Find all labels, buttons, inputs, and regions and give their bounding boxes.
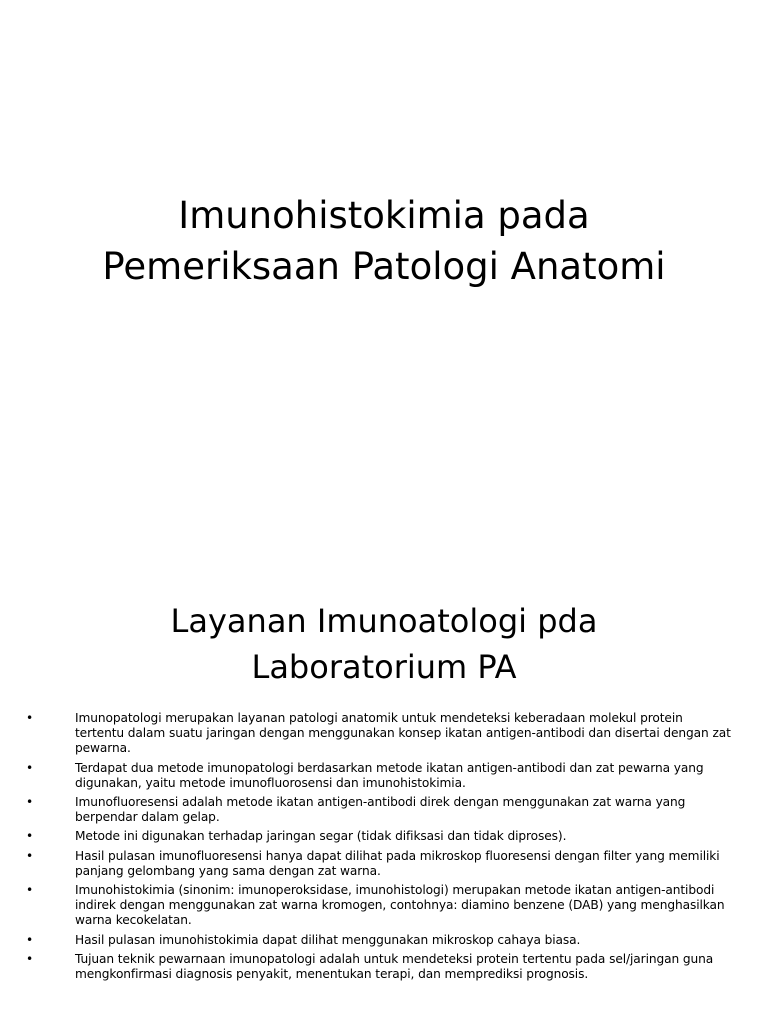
bullet-item [26, 952, 734, 982]
slide-1-title [40, 190, 728, 292]
bullet-item [26, 795, 734, 825]
slide-1-title-line-2: Pemeriksaan Patologi Anatomi [102, 245, 666, 288]
bullet-item [26, 933, 734, 948]
bullet-item [26, 829, 734, 844]
bullet-text: Imunofluoresensi adalah metode ikatan antigen-antibodi direk dengan menggunakan zat warna yang berpendar dalam gelap. [75, 795, 686, 825]
bullet-symbol: • [26, 795, 34, 810]
bullet-text: Terdapat dua metode imunopatologi berdasarkan metode ikatan antigen-antibodi dan zat pewarna yang digunakan, yaitu metode imunofluorosensi dan imunohistokimia. [75, 760, 704, 790]
slide-1-title-line-1: Imunohistokimia pada [178, 194, 590, 237]
bullet-text: Hasil pulasan imunohistokimia dapat dilihat menggunakan mikroskop cahaya biasa. [75, 932, 581, 947]
bullet-symbol: • [26, 848, 34, 863]
bullet-text: Tujuan teknik pewarnaan imunopatologi adalah untuk mendeteksi protein tertentu pada sel/jaringan guna mengkonfirmasi diagnosis penyakit, menentukan terapi, dan memprediksi prognosis. [75, 951, 714, 982]
bullet-text: Imunopatologi merupakan layanan patologi anatomik untuk mendeteksi keberadaan molekul protein tertentu dalam suatu jaringan dengan menggunakan konsep ikatan antigen-antibodi dan disertai dengan zat pewarna. [75, 711, 731, 756]
slide-2-title-line-1: Layanan Imunoatologi pda [170, 602, 598, 640]
bullet-symbol: • [26, 932, 34, 947]
bullet-item [26, 849, 734, 879]
bullet-item [26, 883, 734, 929]
bullet-item [26, 711, 734, 757]
bullet-symbol: • [26, 711, 34, 725]
slide-2-title [40, 598, 728, 690]
bullet-text: Imunohistokimia (sinonim: imunoperoksidase, imunohistologi) merupakan metode ikatan antigen-antibodi indirek dengan menggunakan zat warna kromogen, contohnya: diamino benzene (DAB) yang menghasilkan warna kecokelatan. [75, 883, 725, 928]
bullet-symbol: • [26, 760, 34, 775]
slide-2-title-line-2: Laboratorium PA [251, 648, 517, 686]
slide-content [0, 576, 768, 1024]
bullet-text: Metode ini digunakan terhadap jaringan segar (tidak difiksasi dan tidak diproses). [75, 829, 567, 844]
bullet-list [26, 711, 734, 986]
bullet-text: Hasil pulasan imunofluoresensi hanya dapat dilihat pada mikroskop fluoresensi dengan filter yang memiliki panjang gelombang yang sama dengan zat warna. [75, 848, 720, 878]
bullet-symbol: • [26, 951, 34, 966]
bullet-symbol: • [26, 829, 34, 844]
bullet-item [26, 761, 734, 791]
bullet-symbol: • [26, 883, 34, 898]
